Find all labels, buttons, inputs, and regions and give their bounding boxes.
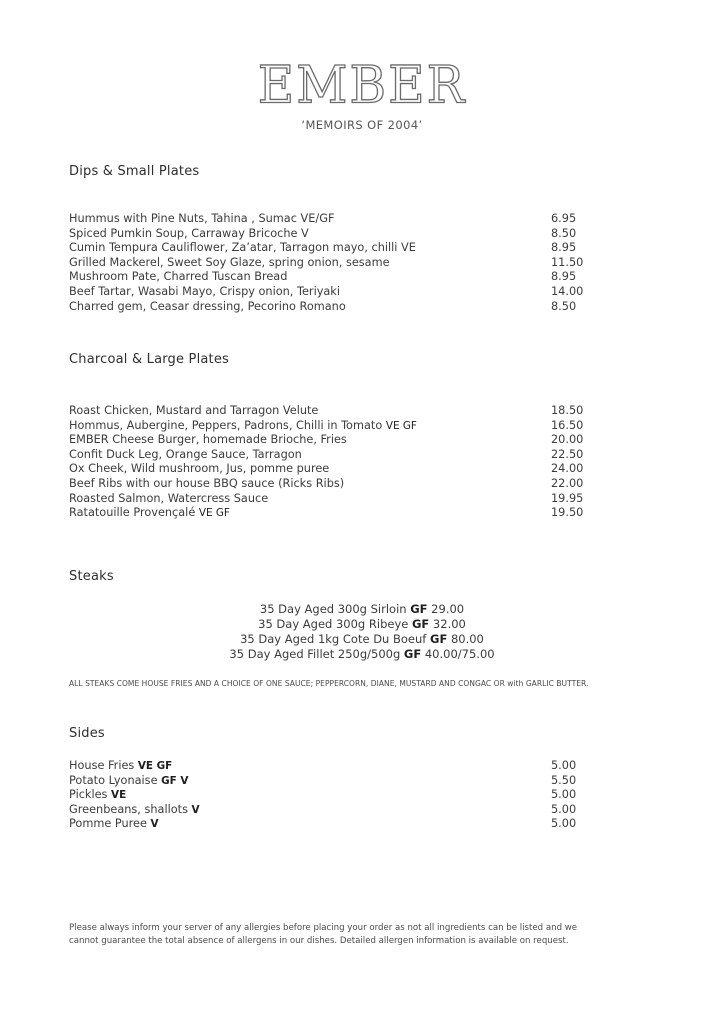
item-name: Potato Lyonaise GF V <box>69 773 189 787</box>
item-name: Mushroom Pate, Charred Tuscan Bread <box>69 270 288 284</box>
menu-item <box>69 256 589 271</box>
steaks-note: ALL STEAKS COME HOUSE FRIES AND A CHOICE OF ONE SAUCE; PEPPERCORN, DIANE, MUSTARD AND CONGAC OR with GARLIC BUTTER. <box>69 679 589 688</box>
item-name: Pomme Puree V <box>69 817 159 831</box>
item-price: 8.50 <box>551 299 577 313</box>
menu-item <box>69 462 589 477</box>
steak-item: 35 Day Aged Fillet 250g/500g GF 40.00/75.00 <box>229 647 495 661</box>
menu-item <box>69 404 589 419</box>
menu-item <box>69 492 589 507</box>
item-name: Ox Cheek, Wild mushroom, Jus, pomme puree <box>69 462 330 476</box>
item-price: 14.00 <box>551 284 584 298</box>
menu-item <box>69 506 589 521</box>
menu-item <box>69 817 589 832</box>
item-price: 19.50 <box>551 506 584 520</box>
dietary-tag: GF V <box>161 774 189 787</box>
item-name: Spiced Pumkin Soup, Carraway Bricoche V <box>69 226 309 240</box>
menu-item <box>69 419 589 434</box>
menu-item <box>69 241 589 256</box>
item-price: 8.50 <box>551 226 577 240</box>
menu-item <box>69 433 589 448</box>
charcoal-list <box>69 404 589 521</box>
item-name: Charred gem, Ceasar dressing, Pecorino Romano <box>69 299 346 313</box>
item-price: 8.95 <box>551 270 577 284</box>
menu-item <box>69 448 589 463</box>
item-price: 80.00 <box>447 632 484 646</box>
item-name: Roasted Salmon, Watercress Sauce <box>69 491 269 505</box>
item-price: 20.00 <box>551 433 584 447</box>
menu-item <box>69 270 589 285</box>
item-price: 5.00 <box>551 759 577 772</box>
item-price: 19.95 <box>551 491 584 505</box>
allergy-line: cannot guarantee the total absence of allergens in our dishes. Detailed allergen information is available on request. <box>69 936 569 946</box>
section-heading-charcoal: Charcoal & Large Plates <box>69 352 230 367</box>
dietary-tag: GF <box>410 602 428 616</box>
item-name: Cumin Tempura Cauliflower, Za’atar, Tarragon mayo, chilli VE <box>69 241 416 255</box>
item-price: 5.00 <box>551 802 577 816</box>
menu-item <box>69 477 589 492</box>
item-price: 5.50 <box>551 773 577 787</box>
steak-item: 35 Day Aged 300g Ribeye GF 32.00 <box>258 617 466 631</box>
section-heading-dips: Dips & Small Plates <box>69 164 200 179</box>
item-name: Grilled Mackerel, Sweet Soy Glaze, spring onion, sesame <box>69 255 390 269</box>
item-name: Ratatouille Provençalé VE GF <box>69 506 230 520</box>
allergy-notice <box>69 922 639 948</box>
steak-item: 35 Day Aged 1kg Cote Du Boeuf GF 80.00 <box>240 632 484 646</box>
tagline: ‘MEMOIRS OF 2004’ <box>301 118 423 132</box>
menu-item <box>69 300 589 315</box>
dietary-tag: VE GF <box>198 507 230 520</box>
ember-logo: EMBER <box>257 55 467 115</box>
item-name: House Fries VE GF <box>69 759 173 772</box>
section-heading-sides: Sides <box>69 726 105 741</box>
item-price: 6.95 <box>551 212 577 225</box>
section-heading-steaks: Steaks <box>69 569 114 584</box>
item-price: 11.50 <box>551 255 584 269</box>
menu-item <box>69 759 589 774</box>
item-price: 29.00 <box>427 602 465 616</box>
sides-list <box>69 759 589 832</box>
dips-list <box>69 212 589 314</box>
item-name: Pickles VE <box>69 788 127 802</box>
menu-item <box>69 803 589 818</box>
item-price: 32.00 <box>429 617 466 631</box>
item-name: Greenbeans, shallots V <box>69 802 200 816</box>
item-name: Beef Tartar, Wasabi Mayo, Crispy onion, Teriyaki <box>69 284 340 298</box>
item-name: Confit Duck Leg, Orange Sauce, Tarragon <box>69 447 302 461</box>
allergy-line: Please always inform your server of any allergies before placing your order as not all ingredients can be listed and we <box>69 923 578 933</box>
steak-item: 35 Day Aged 300g Sirloin GF 29.00 <box>259 602 465 616</box>
item-price: 22.50 <box>551 447 584 461</box>
item-price: 16.50 <box>551 418 584 432</box>
menu-item <box>69 227 589 242</box>
menu-item <box>69 285 589 300</box>
item-price: 5.00 <box>551 788 577 802</box>
menu-item <box>69 212 589 227</box>
dietary-tag: VE <box>111 789 127 802</box>
item-price: 5.00 <box>551 817 577 831</box>
item-name: Hummus with Pine Nuts, Tahina , Sumac VE/GF <box>69 212 335 225</box>
dietary-tag: GF <box>430 632 448 646</box>
item-name: Roast Chicken, Mustard and Tarragon Velute <box>69 404 319 417</box>
menu-item <box>69 774 589 789</box>
item-price: 8.95 <box>551 241 577 255</box>
steaks-list <box>0 602 724 662</box>
dietary-tag: VE GF <box>385 419 417 432</box>
dietary-tag: V <box>150 818 159 831</box>
dietary-tag: VE GF <box>137 760 173 772</box>
item-name: Beef Ribs with our house BBQ sauce (Ricks Ribs) <box>69 476 345 490</box>
dietary-tag: V <box>191 803 200 816</box>
menu-item <box>69 788 589 803</box>
item-name: EMBER Cheese Burger, homemade Brioche, Fries <box>69 433 347 447</box>
item-name: Hommus, Aubergine, Peppers, Padrons, Chilli in Tomato VE GF <box>69 418 417 432</box>
dietary-tag: GF <box>403 647 422 661</box>
dietary-tag: GF <box>411 617 430 631</box>
item-price: 40.00/75.00 <box>421 647 495 661</box>
item-price: 22.00 <box>551 476 584 490</box>
item-price: 24.00 <box>551 462 584 476</box>
item-price: 18.50 <box>551 404 584 417</box>
